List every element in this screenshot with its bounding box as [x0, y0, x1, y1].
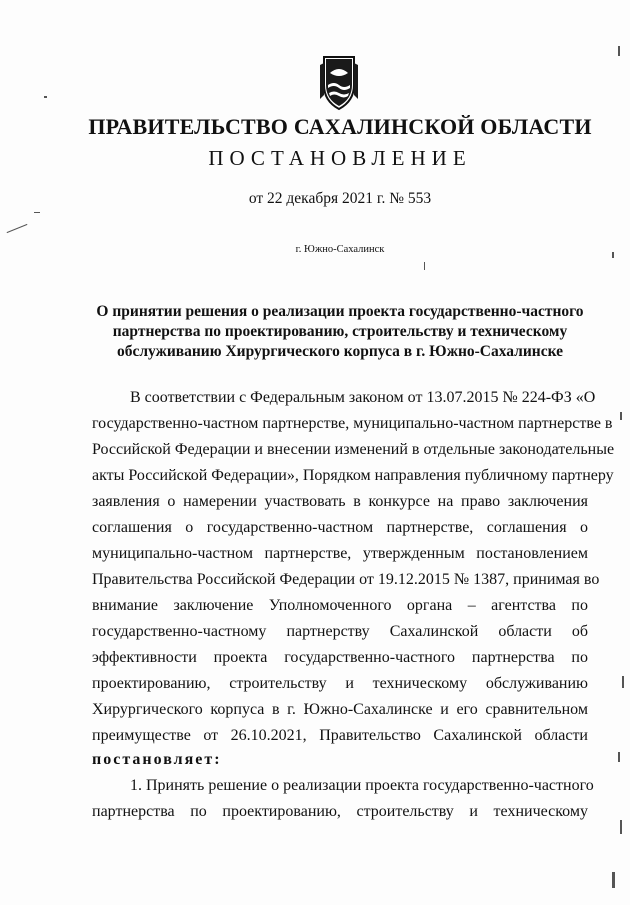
- scan-artifact: [44, 96, 47, 98]
- scan-artifact: [34, 212, 40, 213]
- body-line: Российской Федерации и внесении изменений в отдельные законодательные: [92, 441, 615, 458]
- government-title: ПРАВИТЕЛЬСТВО САХАЛИНСКОЙ ОБЛАСТИ: [88, 114, 592, 139]
- scan-artifact: [7, 224, 28, 233]
- body-line: соглашения о государственно-частном партнерстве, соглашения о: [92, 519, 588, 536]
- body-line: внимание заключение Уполномоченного органа – агентства по: [92, 597, 588, 614]
- resolves-keyword: постановляет:: [92, 751, 222, 768]
- coat-of-arms-icon: [316, 55, 362, 111]
- scan-artifact: [424, 262, 425, 270]
- body-line: Хирургического корпуса в г. Южно-Сахалинске и его сравнительном: [92, 701, 588, 718]
- body-line: государственно-частному партнерству Сахалинской области об: [92, 623, 588, 640]
- scan-artifact: [618, 46, 620, 56]
- scan-artifact: [620, 412, 622, 420]
- item-1-line: партнерства по проектированию, строительству и техническому: [92, 803, 588, 820]
- document-type: ПОСТАНОВЛЕНИЕ: [208, 146, 472, 170]
- body-line: заявления о намерении участвовать в конкурсе на право заключения: [92, 493, 588, 510]
- scan-artifact: [622, 676, 624, 688]
- document-subject: [92, 302, 588, 362]
- document-city: г. Южно-Сахалинск: [295, 244, 385, 255]
- document-date-number: от 22 декабря 2021 г. № 553: [248, 190, 432, 207]
- subject-line: обслуживанию Хирургического корпуса в г. Южно-Сахалинске: [116, 343, 564, 360]
- scan-artifact: [612, 252, 614, 258]
- body-line: Правительства Российской Федерации от 19.12.2015 № 1387, принимая во: [92, 571, 600, 588]
- subject-line: партнерства по проектированию, строительству и техническому: [112, 323, 568, 340]
- body-line: государственно-частном партнерстве, муниципально-частном партнерстве в: [92, 415, 613, 432]
- subject-line: О принятии решения о реализации проекта государственно-частного: [96, 303, 584, 320]
- body-line: преимуществе от 26.10.2021, Правительство Сахалинской области: [92, 727, 588, 744]
- scan-artifact: [612, 872, 615, 888]
- scan-artifact: [618, 752, 620, 762]
- body-line: эффективности проекта государственно-частного партнерства по: [92, 649, 588, 666]
- body-line: В соответствии с Федеральным законом от 13.07.2015 № 224-ФЗ «О: [130, 389, 596, 406]
- body-line: проектированию, строительству и техническому обслуживанию: [92, 675, 588, 692]
- item-1-line: 1. Принять решение о реализации проекта государственно-частного: [130, 777, 594, 794]
- scan-artifact: [620, 820, 622, 834]
- body-line: акты Российской Федерации», Порядком направления публичному партнеру: [92, 467, 614, 484]
- body-line: муниципально-частном партнерстве, утвержденным постановлением: [92, 545, 588, 562]
